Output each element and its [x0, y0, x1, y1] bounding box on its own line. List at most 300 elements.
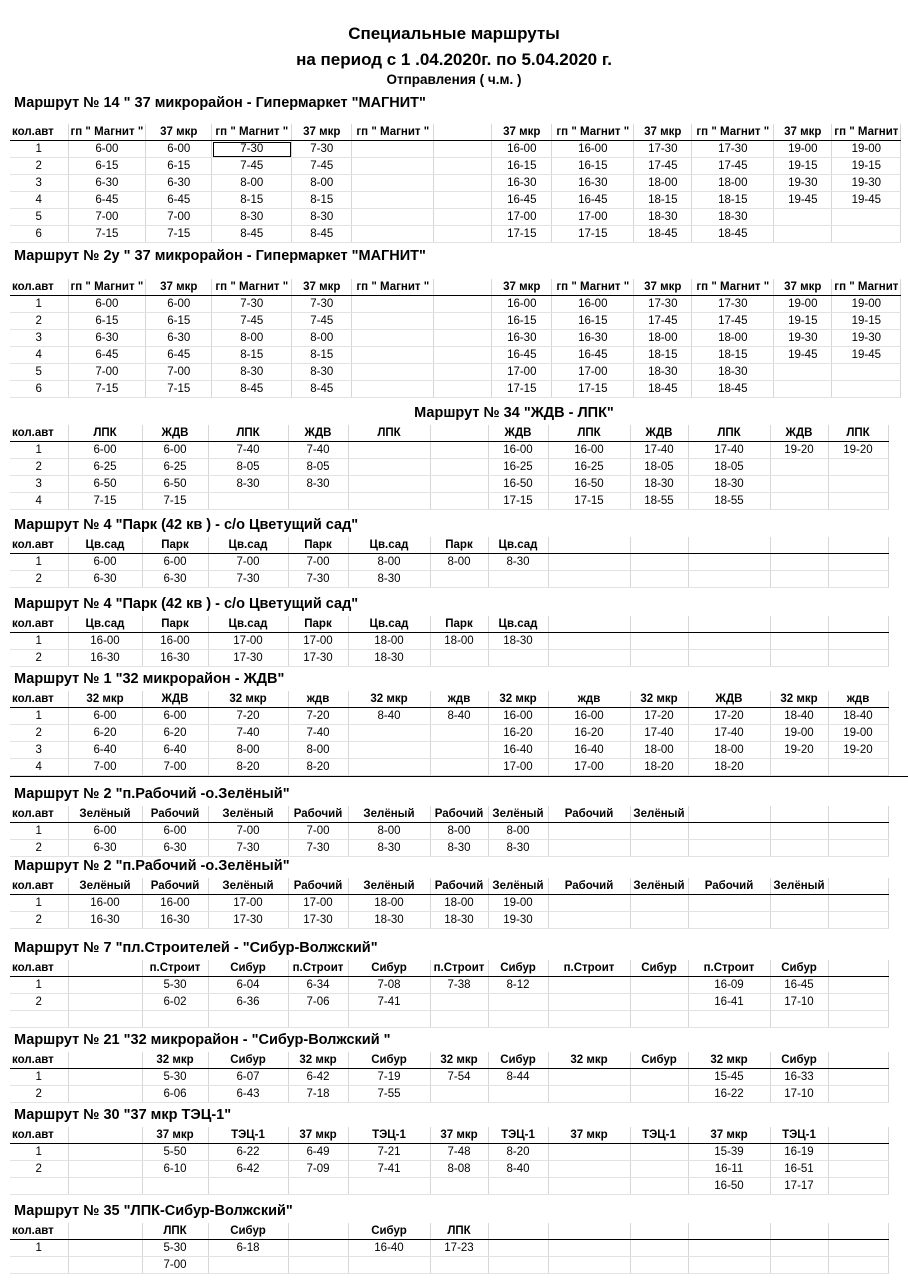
time-cell[interactable]: 18-05 [688, 459, 770, 476]
time-cell[interactable]: 18-00 [634, 330, 692, 347]
header-cell[interactable]: 32 мкр [688, 1052, 770, 1069]
time-cell[interactable]: 17-15 [552, 226, 634, 243]
time-cell[interactable]: 8-45 [212, 381, 292, 398]
time-cell[interactable]: 16-45 [552, 192, 634, 209]
time-cell[interactable]: 6-30 [68, 840, 142, 857]
time-cell[interactable] [488, 994, 548, 1011]
header-cell[interactable]: гп " Магнит " [68, 124, 146, 141]
header-cell[interactable]: Сибур [488, 1052, 548, 1069]
time-cell[interactable]: 19-15 [774, 313, 832, 330]
time-cell[interactable]: 6-40 [68, 742, 142, 759]
time-cell[interactable]: 17-30 [634, 141, 692, 158]
time-cell[interactable]: 19-00 [770, 725, 828, 742]
time-cell[interactable]: 8-30 [348, 840, 430, 857]
time-cell[interactable]: 18-00 [688, 742, 770, 759]
time-cell[interactable]: 17-15 [552, 381, 634, 398]
bus-count-cell[interactable]: 1 [10, 296, 68, 313]
header-cell[interactable]: п.Строит [142, 960, 208, 977]
time-cell[interactable] [348, 493, 430, 510]
time-cell[interactable] [548, 554, 630, 571]
time-cell[interactable]: 16-45 [770, 977, 828, 994]
time-cell[interactable]: 7-09 [288, 1161, 348, 1178]
time-cell[interactable] [434, 313, 492, 330]
time-cell[interactable] [68, 1086, 142, 1103]
time-cell[interactable] [548, 895, 630, 912]
header-cell[interactable]: 32 мкр [770, 691, 828, 708]
time-cell[interactable] [288, 1257, 348, 1274]
header-cell[interactable]: кол.авт [10, 960, 68, 977]
time-cell[interactable]: 16-20 [548, 725, 630, 742]
time-cell[interactable]: 7-40 [288, 442, 348, 459]
time-cell[interactable] [288, 1011, 348, 1028]
bus-count-cell[interactable]: 2 [10, 650, 68, 667]
bus-count-cell[interactable]: 2 [10, 725, 68, 742]
header-cell[interactable]: Парк [430, 537, 488, 554]
time-cell[interactable]: 7-41 [348, 1161, 430, 1178]
time-cell[interactable]: 6-00 [142, 823, 208, 840]
header-cell[interactable]: ЛПК [548, 425, 630, 442]
time-cell[interactable]: 17-40 [688, 725, 770, 742]
time-cell[interactable] [430, 759, 488, 776]
time-cell[interactable]: 18-00 [692, 330, 774, 347]
time-cell[interactable] [688, 554, 770, 571]
time-cell[interactable]: 18-20 [630, 759, 688, 776]
time-cell[interactable] [630, 1069, 688, 1086]
time-cell[interactable]: 16-00 [142, 633, 208, 650]
time-cell[interactable]: 16-30 [142, 650, 208, 667]
time-cell[interactable]: 6-45 [146, 347, 212, 364]
time-cell[interactable] [630, 840, 688, 857]
time-cell[interactable] [348, 442, 430, 459]
header-cell[interactable]: 37 мкр [548, 1127, 630, 1144]
bus-count-cell[interactable]: 1 [10, 141, 68, 158]
time-cell[interactable]: 19-00 [774, 296, 832, 313]
time-cell[interactable]: 17-30 [692, 296, 774, 313]
time-cell[interactable] [352, 175, 434, 192]
time-cell[interactable]: 16-00 [548, 442, 630, 459]
time-cell[interactable]: 16-30 [492, 175, 552, 192]
bus-count-cell[interactable]: 1 [10, 1144, 68, 1161]
time-cell[interactable]: 19-30 [774, 330, 832, 347]
header-cell[interactable]: Сибур [348, 960, 430, 977]
header-cell[interactable]: гп " Магнит " [352, 279, 434, 296]
time-cell[interactable]: 19-15 [832, 158, 901, 175]
time-cell[interactable] [828, 1069, 888, 1086]
time-cell[interactable] [630, 554, 688, 571]
time-cell[interactable]: 6-50 [68, 476, 142, 493]
time-cell[interactable]: 17-20 [688, 708, 770, 725]
header-cell[interactable]: Рабочий [142, 878, 208, 895]
header-cell[interactable]: 32 мкр [68, 691, 142, 708]
header-cell[interactable] [68, 1223, 142, 1240]
time-cell[interactable] [828, 650, 888, 667]
time-cell[interactable]: 19-20 [828, 442, 888, 459]
time-cell[interactable] [68, 1011, 142, 1028]
time-cell[interactable]: 18-00 [348, 633, 430, 650]
time-cell[interactable]: 16-50 [548, 476, 630, 493]
time-cell[interactable]: 7-48 [430, 1144, 488, 1161]
time-cell[interactable]: 7-30 [288, 840, 348, 857]
header-cell[interactable]: Рабочий [548, 806, 630, 823]
time-cell[interactable]: 17-15 [492, 381, 552, 398]
time-cell[interactable]: 8-30 [348, 571, 430, 588]
time-cell[interactable] [688, 840, 770, 857]
time-cell[interactable] [348, 459, 430, 476]
time-cell[interactable]: 19-20 [828, 742, 888, 759]
time-cell[interactable]: 18-45 [634, 381, 692, 398]
time-cell[interactable] [828, 823, 888, 840]
header-cell[interactable]: гп " Магнит " [692, 279, 774, 296]
header-cell[interactable]: гп " Магнит [832, 124, 901, 141]
time-cell[interactable]: 18-30 [630, 476, 688, 493]
time-cell[interactable]: 17-40 [630, 725, 688, 742]
header-cell[interactable]: Рабочий [430, 878, 488, 895]
time-cell[interactable]: 18-30 [692, 364, 774, 381]
time-cell[interactable]: 7-00 [68, 209, 146, 226]
header-cell[interactable]: кол.авт [10, 1127, 68, 1144]
time-cell[interactable]: 6-45 [68, 192, 146, 209]
header-cell[interactable]: 32 мкр [488, 691, 548, 708]
time-cell[interactable]: 8-45 [292, 226, 352, 243]
header-cell[interactable]: ждв [288, 691, 348, 708]
time-cell[interactable]: 17-23 [430, 1240, 488, 1257]
header-cell[interactable]: Зелёный [630, 806, 688, 823]
time-cell[interactable]: 6-30 [142, 571, 208, 588]
time-cell[interactable]: 18-15 [634, 192, 692, 209]
time-cell[interactable] [488, 571, 548, 588]
time-cell[interactable] [828, 977, 888, 994]
time-cell[interactable]: 6-43 [208, 1086, 288, 1103]
header-cell[interactable]: Парк [430, 616, 488, 633]
time-cell[interactable] [430, 442, 488, 459]
time-cell[interactable]: 7-15 [146, 381, 212, 398]
time-cell[interactable] [828, 493, 888, 510]
time-cell[interactable] [770, 1011, 828, 1028]
time-cell[interactable] [688, 633, 770, 650]
time-cell[interactable]: 8-20 [208, 759, 288, 776]
time-cell[interactable]: 18-40 [770, 708, 828, 725]
time-cell[interactable]: 8-00 [348, 554, 430, 571]
time-cell[interactable] [430, 1086, 488, 1103]
time-cell[interactable] [208, 1257, 288, 1274]
time-cell[interactable]: 19-45 [832, 192, 901, 209]
header-cell[interactable]: 37 мкр [688, 1127, 770, 1144]
time-cell[interactable]: 16-00 [488, 442, 548, 459]
time-cell[interactable] [348, 1257, 430, 1274]
time-cell[interactable] [630, 1257, 688, 1274]
time-cell[interactable] [828, 912, 888, 929]
time-cell[interactable] [770, 823, 828, 840]
header-cell[interactable]: 32 мкр [430, 1052, 488, 1069]
time-cell[interactable]: 6-30 [68, 571, 142, 588]
header-cell[interactable]: ТЭЦ-1 [770, 1127, 828, 1144]
time-cell[interactable]: 7-15 [146, 226, 212, 243]
header-cell[interactable]: Рабочий [288, 878, 348, 895]
time-cell[interactable]: 18-30 [348, 912, 430, 929]
time-cell[interactable] [488, 1240, 548, 1257]
time-cell[interactable]: 6-06 [142, 1086, 208, 1103]
time-cell[interactable] [688, 571, 770, 588]
header-cell[interactable]: кол.авт [10, 425, 68, 442]
time-cell[interactable] [68, 1161, 142, 1178]
header-cell[interactable] [630, 537, 688, 554]
time-cell[interactable]: 8-30 [288, 476, 348, 493]
bus-count-cell[interactable]: 1 [10, 1240, 68, 1257]
time-cell[interactable]: 16-45 [492, 192, 552, 209]
time-cell[interactable]: 8-00 [212, 330, 292, 347]
bus-count-cell[interactable]: 1 [10, 633, 68, 650]
time-cell[interactable]: 15-39 [688, 1144, 770, 1161]
time-cell[interactable]: 16-00 [492, 296, 552, 313]
header-cell[interactable]: 37 мкр [492, 124, 552, 141]
time-cell[interactable]: 18-45 [634, 226, 692, 243]
time-cell[interactable]: 18-45 [692, 381, 774, 398]
header-cell[interactable]: ЖДВ [488, 425, 548, 442]
time-cell[interactable] [774, 226, 832, 243]
time-cell[interactable]: 17-15 [488, 493, 548, 510]
time-cell[interactable]: 16-00 [552, 296, 634, 313]
time-cell[interactable]: 7-30 [292, 141, 352, 158]
time-cell[interactable]: 19-45 [832, 347, 901, 364]
time-cell[interactable]: 7-30 [212, 141, 292, 158]
time-cell[interactable]: 16-30 [492, 330, 552, 347]
time-cell[interactable]: 17-00 [488, 759, 548, 776]
time-cell[interactable] [630, 823, 688, 840]
time-cell[interactable] [688, 912, 770, 929]
time-cell[interactable]: 18-30 [688, 476, 770, 493]
time-cell[interactable] [434, 158, 492, 175]
time-cell[interactable]: 19-30 [832, 175, 901, 192]
time-cell[interactable]: 17-40 [688, 442, 770, 459]
time-cell[interactable] [770, 633, 828, 650]
time-cell[interactable] [548, 840, 630, 857]
time-cell[interactable]: 16-40 [548, 742, 630, 759]
time-cell[interactable] [548, 912, 630, 929]
header-cell[interactable]: кол.авт [10, 537, 68, 554]
header-cell[interactable] [770, 616, 828, 633]
time-cell[interactable]: 7-45 [212, 158, 292, 175]
time-cell[interactable]: 5-30 [142, 1069, 208, 1086]
time-cell[interactable] [828, 840, 888, 857]
time-cell[interactable] [828, 476, 888, 493]
header-cell[interactable] [828, 1223, 888, 1240]
bus-count-cell[interactable]: 1 [10, 1069, 68, 1086]
time-cell[interactable] [434, 209, 492, 226]
time-cell[interactable]: 17-45 [634, 313, 692, 330]
time-cell[interactable] [434, 330, 492, 347]
time-cell[interactable]: 19-30 [774, 175, 832, 192]
header-cell[interactable]: ТЭЦ-1 [348, 1127, 430, 1144]
header-cell[interactable]: ТЭЦ-1 [630, 1127, 688, 1144]
time-cell[interactable] [832, 226, 901, 243]
time-cell[interactable] [142, 1178, 208, 1195]
time-cell[interactable]: 16-40 [348, 1240, 430, 1257]
time-cell[interactable]: 17-30 [634, 296, 692, 313]
bus-count-cell[interactable]: 1 [10, 708, 68, 725]
header-cell[interactable]: 37 мкр [142, 1127, 208, 1144]
time-cell[interactable] [770, 840, 828, 857]
time-cell[interactable]: 6-30 [146, 330, 212, 347]
header-cell[interactable]: п.Строит [548, 960, 630, 977]
time-cell[interactable]: 7-00 [68, 759, 142, 776]
time-cell[interactable]: 17-15 [492, 226, 552, 243]
time-cell[interactable] [828, 895, 888, 912]
time-cell[interactable]: 16-30 [552, 175, 634, 192]
header-cell[interactable]: ЖДВ [142, 425, 208, 442]
time-cell[interactable] [688, 823, 770, 840]
header-cell[interactable]: ЛПК [688, 425, 770, 442]
time-cell[interactable] [288, 1240, 348, 1257]
time-cell[interactable]: 8-05 [208, 459, 288, 476]
header-cell[interactable] [828, 1052, 888, 1069]
header-cell[interactable]: Цв.сад [348, 616, 430, 633]
header-cell[interactable]: Рабочий [430, 806, 488, 823]
time-cell[interactable]: 7-40 [208, 725, 288, 742]
time-cell[interactable] [832, 364, 901, 381]
header-cell[interactable]: 32 мкр [630, 691, 688, 708]
time-cell[interactable]: 16-00 [492, 141, 552, 158]
time-cell[interactable] [774, 381, 832, 398]
time-cell[interactable] [548, 977, 630, 994]
time-cell[interactable]: 8-12 [488, 977, 548, 994]
time-cell[interactable] [688, 1240, 770, 1257]
time-cell[interactable] [828, 459, 888, 476]
header-cell[interactable] [828, 960, 888, 977]
time-cell[interactable]: 16-20 [488, 725, 548, 742]
header-cell[interactable]: Цв.сад [348, 537, 430, 554]
header-cell[interactable]: ждв [430, 691, 488, 708]
header-cell[interactable]: Цв.сад [488, 537, 548, 554]
header-cell[interactable] [68, 1052, 142, 1069]
time-cell[interactable]: 7-15 [68, 226, 146, 243]
time-cell[interactable]: 6-25 [142, 459, 208, 476]
time-cell[interactable]: 16-30 [68, 912, 142, 929]
time-cell[interactable]: 17-00 [552, 364, 634, 381]
time-cell[interactable]: 16-15 [492, 158, 552, 175]
time-cell[interactable] [430, 742, 488, 759]
time-cell[interactable]: 16-00 [552, 141, 634, 158]
header-cell[interactable]: гп " Магнит [832, 279, 901, 296]
time-cell[interactable]: 19-00 [828, 725, 888, 742]
time-cell[interactable]: 18-30 [634, 364, 692, 381]
bus-count-cell[interactable]: 3 [10, 476, 68, 493]
time-cell[interactable] [68, 994, 142, 1011]
header-cell[interactable]: Сибур [630, 1052, 688, 1069]
time-cell[interactable]: 7-19 [348, 1069, 430, 1086]
time-cell[interactable] [68, 1069, 142, 1086]
time-cell[interactable]: 7-00 [288, 554, 348, 571]
time-cell[interactable]: 7-00 [288, 823, 348, 840]
time-cell[interactable] [68, 1257, 142, 1274]
time-cell[interactable] [288, 1178, 348, 1195]
time-cell[interactable]: 6-10 [142, 1161, 208, 1178]
time-cell[interactable] [434, 141, 492, 158]
header-cell[interactable]: Зелёный [348, 878, 430, 895]
time-cell[interactable] [352, 347, 434, 364]
time-cell[interactable] [630, 1011, 688, 1028]
header-cell[interactable]: Рабочий [142, 806, 208, 823]
time-cell[interactable]: 6-30 [68, 175, 146, 192]
header-cell[interactable]: ТЭЦ-1 [208, 1127, 288, 1144]
header-cell[interactable] [434, 124, 492, 141]
time-cell[interactable]: 18-55 [688, 493, 770, 510]
header-cell[interactable] [288, 1223, 348, 1240]
time-cell[interactable]: 18-00 [634, 175, 692, 192]
header-cell[interactable]: 32 мкр [288, 1052, 348, 1069]
time-cell[interactable] [770, 1240, 828, 1257]
time-cell[interactable] [548, 1144, 630, 1161]
time-cell[interactable] [430, 1257, 488, 1274]
time-cell[interactable] [208, 1011, 288, 1028]
header-cell[interactable] [688, 1223, 770, 1240]
header-cell[interactable]: ЛПК [348, 425, 430, 442]
time-cell[interactable]: 7-00 [208, 554, 288, 571]
time-cell[interactable]: 18-00 [430, 895, 488, 912]
header-cell[interactable]: кол.авт [10, 1223, 68, 1240]
header-cell[interactable]: п.Строит [688, 960, 770, 977]
time-cell[interactable] [430, 459, 488, 476]
time-cell[interactable]: 6-15 [68, 313, 146, 330]
time-cell[interactable]: 18-45 [692, 226, 774, 243]
time-cell[interactable]: 17-00 [492, 364, 552, 381]
time-cell[interactable] [770, 895, 828, 912]
time-cell[interactable]: 6-00 [68, 296, 146, 313]
time-cell[interactable] [770, 493, 828, 510]
header-cell[interactable] [430, 425, 488, 442]
time-cell[interactable] [828, 1240, 888, 1257]
time-cell[interactable]: 17-30 [208, 912, 288, 929]
time-cell[interactable] [688, 1011, 770, 1028]
header-cell[interactable] [488, 1223, 548, 1240]
time-cell[interactable]: 7-08 [348, 977, 430, 994]
time-cell[interactable]: 7-00 [142, 759, 208, 776]
time-cell[interactable]: 8-30 [292, 364, 352, 381]
time-cell[interactable] [828, 1086, 888, 1103]
bus-count-cell[interactable]: 6 [10, 381, 68, 398]
time-cell[interactable]: 17-40 [630, 442, 688, 459]
time-cell[interactable] [434, 192, 492, 209]
time-cell[interactable]: 19-45 [774, 192, 832, 209]
time-cell[interactable]: 7-20 [208, 708, 288, 725]
header-cell[interactable]: Парк [288, 537, 348, 554]
header-cell[interactable]: 37 мкр [292, 279, 352, 296]
header-cell[interactable]: 32 мкр [142, 1052, 208, 1069]
time-cell[interactable]: 8-00 [348, 823, 430, 840]
header-cell[interactable]: Сибур [630, 960, 688, 977]
header-cell[interactable]: Рабочий [288, 806, 348, 823]
time-cell[interactable]: 16-15 [552, 158, 634, 175]
time-cell[interactable] [430, 1178, 488, 1195]
header-cell[interactable]: Зелёный [488, 806, 548, 823]
bus-count-cell[interactable]: 1 [10, 442, 68, 459]
time-cell[interactable] [434, 296, 492, 313]
time-cell[interactable]: 7-30 [292, 296, 352, 313]
header-cell[interactable]: Зелёный [208, 806, 288, 823]
header-cell[interactable] [770, 1223, 828, 1240]
time-cell[interactable] [348, 725, 430, 742]
time-cell[interactable]: 5-30 [142, 977, 208, 994]
header-cell[interactable]: Парк [142, 537, 208, 554]
time-cell[interactable]: 17-00 [208, 633, 288, 650]
time-cell[interactable]: 7-41 [348, 994, 430, 1011]
time-cell[interactable] [348, 759, 430, 776]
time-cell[interactable]: 17-10 [770, 1086, 828, 1103]
time-cell[interactable]: 8-00 [208, 742, 288, 759]
time-cell[interactable] [630, 1178, 688, 1195]
time-cell[interactable]: 17-45 [692, 158, 774, 175]
bus-count-cell[interactable]: 2 [10, 912, 68, 929]
time-cell[interactable]: 7-20 [288, 708, 348, 725]
